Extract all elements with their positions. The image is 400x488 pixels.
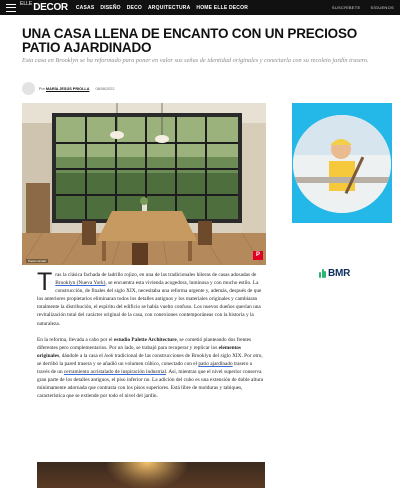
author-avatar [22,82,35,95]
paragraph-text: tradicional de las construcciones de Brooklyn del siglo XIX. Por otro, se derribó la pared trasera y se añadió un volumen cúbico, conectado con el [37,352,263,367]
nav-link-home-elle-decor[interactable]: HOME ELLE DECOR [196,4,249,11]
nav-link-diseno[interactable]: DISEÑO [100,4,121,11]
drop-cap: T [37,268,53,296]
link-brooklyn[interactable]: Brooklyn (Nueva York) [55,280,106,287]
menu-icon[interactable] [6,4,16,12]
paragraph-text: , se cometió planteando dos frentes diferentes pero complementarios. Por un lado, se trabajó para recuperar y replicar los [37,336,252,351]
italic-text: look [104,352,114,359]
pinterest-button[interactable] [253,251,263,260]
nav-link-casas[interactable]: CASAS [75,4,95,11]
author-link[interactable]: MARÍA JESÚS PRIOLLA [45,86,90,91]
paragraph-2 [37,336,265,401]
ad-brand-logo [319,268,350,279]
ad-worker-illustration [293,115,391,213]
paragraph-text: , dándole a la casa el [59,352,105,359]
article-subtitle: Esta casa en Brooklyn se ha reformado para poner en valor sus señas de identidad originales y conectarla con su recoleto jardín trasero. [22,57,369,64]
main-nav [76,5,248,11]
photo-credit: Paola Gindell [28,259,46,263]
bold-text: elementos originales [37,344,241,359]
ad-brand-name: BMR [328,268,351,279]
ad-photo [293,115,391,213]
follow-link[interactable]: SÍGUENOS [370,5,394,10]
paragraph-text: , se encuentra esta vivienda acogedora, luminosa y con mucho estilo. La construcción, de finales del siglo XIX, necesitaba una reforma urgente y, además, después de que los anteriores propietarios eliminaran todos los detalles antiguos y los materiales originales y cambiaran totalmente la distribución, el espíritu del edificio se había vuelto confuso. Los nuevos dueños querían una revitalización total del carácter original de la casa, con conexiones contemporáneas con la historia y la naturaleza. [37,280,262,327]
byline [22,82,114,95]
article-body [37,268,265,408]
subscribe-link[interactable]: SUSCRÍBETE [331,5,361,10]
second-image [37,462,265,488]
site-logo[interactable] [20,0,68,15]
pinterest-icon: P [255,252,260,258]
paragraph-text: ras la clásica fachada de ladrillo rojizo, en una de las tradicionales hileras de casas adosadas de [55,272,257,278]
bold-text: estudio Palette Architecture [113,336,177,343]
ad-brand-mark-icon [319,269,326,278]
nav-actions [332,5,394,10]
hero-image [22,103,266,265]
byline-prefix: Por [39,86,45,91]
paragraph-text: trasero a través de un [37,360,253,376]
logo-text: DECOR [33,2,68,13]
publish-date: 08/08/2022 [95,86,115,91]
link-cerramiento[interactable]: cerramiento acristalado de inspiración industrial [63,369,166,376]
link-patio-ajardinado[interactable]: patio ajardinado [198,360,233,367]
logo-prefix: ELLE [20,1,33,7]
paragraph-text: En la reforma, llevada a cabo por el [37,336,114,343]
advertisement[interactable] [292,103,392,296]
paragraph-text: . Así, mientras que el nivel superior conserva gran parte de los detalles antiguos, el piso inferior no. La adición del cubo es una extensión de doble altura mínimamente adornada que contrasta con los pisos superiores. Está libre de molduras y tabiques, característica que se extiende por todo el nivel del jardín. [37,369,264,400]
nav-link-arquitectura[interactable]: ARQUITECTURA [148,4,191,11]
article-title: UNA CASA LLENA DE ENCANTO CON UN PRECIOSO PATIO AJARDINADO [22,26,358,55]
hero-photo-illustration [22,103,266,265]
nav-link-deco[interactable]: DECO [126,4,142,11]
top-nav [0,0,400,15]
lamp-glow [107,462,187,488]
paragraph-1 [37,268,265,328]
